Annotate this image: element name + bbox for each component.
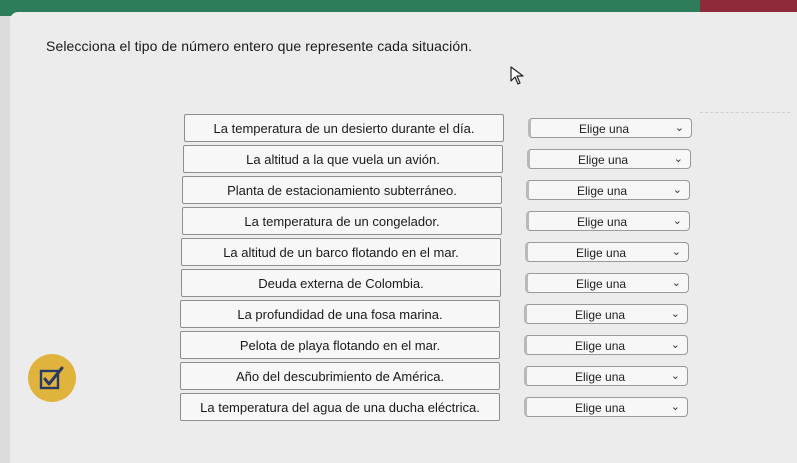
matching-row [181, 238, 691, 266]
checkbox-check-icon [38, 364, 66, 392]
statement-box: Pelota de playa flotando en el mar. [180, 331, 500, 359]
question-instruction: Selecciona el tipo de número entero que represente cada situación. [46, 38, 473, 54]
chevron-down-icon: ⌄ [670, 339, 680, 351]
type-select[interactable] [526, 211, 690, 231]
check-answer-button[interactable] [28, 354, 76, 402]
type-select[interactable] [527, 149, 691, 169]
select-value: Elige una [576, 277, 627, 291]
select-value: Elige una [577, 184, 628, 198]
statement-box: Planta de estacionamiento subterráneo. [182, 176, 502, 204]
select-value: Elige una [575, 370, 626, 384]
statement-box: La altitud de un barco flotando en el mar. [181, 238, 501, 266]
statement-box: La temperatura del agua de una ducha eléctrica. [180, 393, 500, 421]
matching-row [180, 393, 690, 421]
type-select[interactable] [525, 273, 689, 293]
select-value: Elige una [575, 401, 626, 415]
chevron-down-icon: ⌄ [670, 401, 680, 413]
statement-box: La profundidad de una fosa marina. [180, 300, 500, 328]
select-value: Elige una [579, 122, 630, 136]
chevron-down-icon: ⌄ [670, 308, 680, 320]
matching-row [182, 207, 692, 235]
type-select[interactable] [524, 304, 688, 324]
type-select[interactable] [528, 118, 692, 138]
type-select[interactable] [524, 335, 688, 355]
select-value: Elige una [575, 308, 626, 322]
type-select[interactable] [525, 242, 689, 262]
statement-box: Deuda externa de Colombia. [181, 269, 501, 297]
matching-row [183, 145, 693, 173]
statement-box: La temperatura de un congelador. [182, 207, 502, 235]
statement-box: La temperatura de un desierto durante el día. [184, 114, 504, 142]
statement-box: Año del descubrimiento de América. [180, 362, 500, 390]
statement-box: La altitud a la que vuela un avión. [183, 145, 503, 173]
select-value: Elige una [576, 246, 627, 260]
select-value: Elige una [577, 215, 628, 229]
matching-row [182, 176, 692, 204]
chevron-down-icon: ⌄ [674, 122, 684, 134]
chevron-down-icon: ⌄ [671, 246, 681, 258]
chevron-down-icon: ⌄ [672, 215, 682, 227]
matching-row [180, 331, 690, 359]
matching-row [180, 300, 690, 328]
select-value: Elige una [578, 153, 629, 167]
type-select[interactable] [526, 180, 690, 200]
matching-row [184, 114, 694, 142]
chevron-down-icon: ⌄ [672, 184, 682, 196]
matching-row [180, 362, 690, 390]
chevron-down-icon: ⌄ [671, 277, 681, 289]
select-value: Elige una [575, 339, 626, 353]
chevron-down-icon: ⌄ [673, 153, 683, 165]
type-select[interactable] [524, 366, 688, 386]
chevron-down-icon: ⌄ [670, 370, 680, 382]
type-select[interactable] [524, 397, 688, 417]
matching-row [181, 269, 691, 297]
